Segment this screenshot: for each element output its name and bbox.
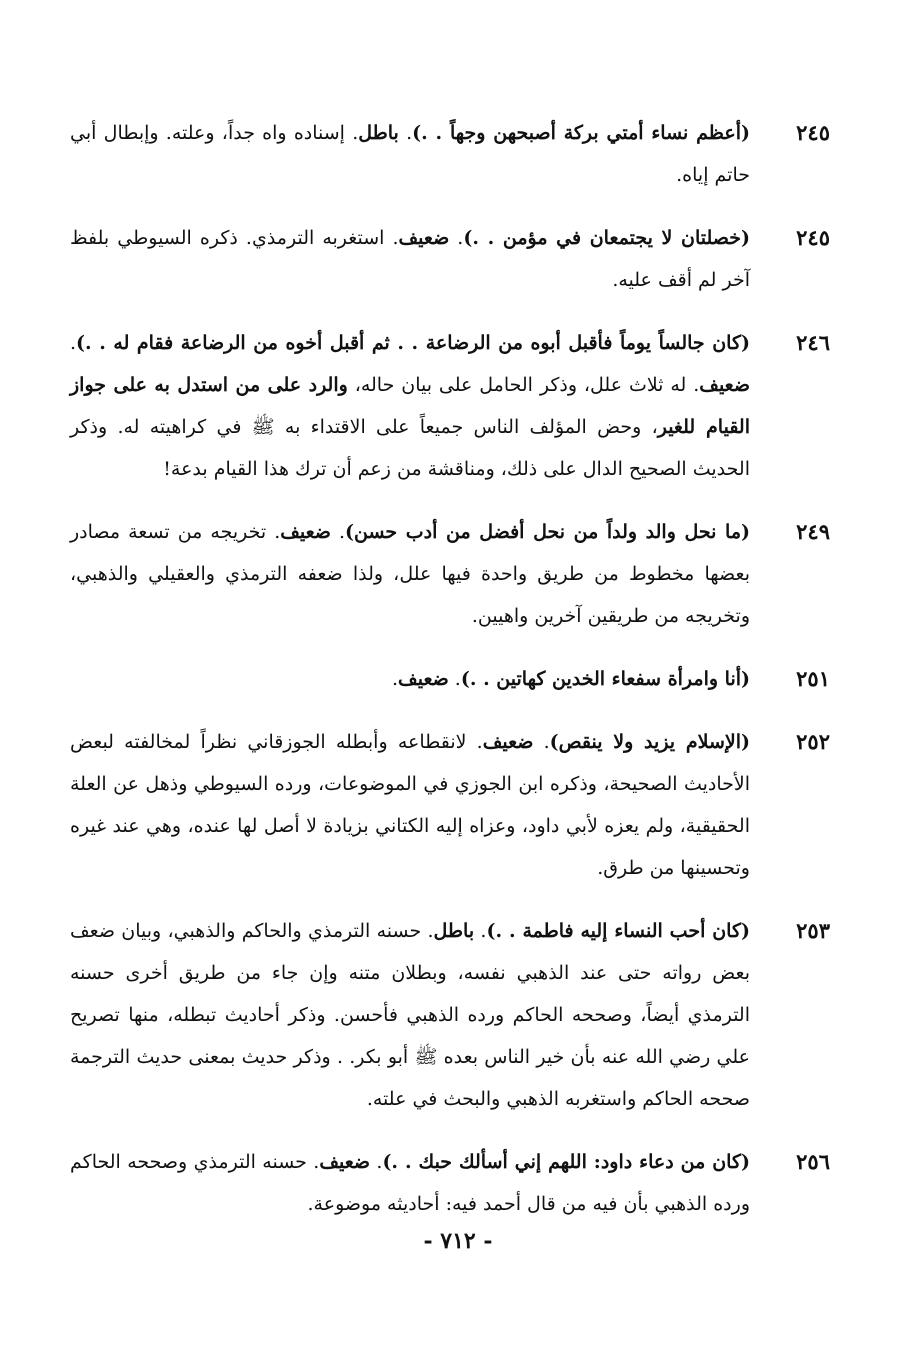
entry-text-bold: ضعيف (699, 374, 750, 396)
entry-text-plain: . (448, 668, 461, 690)
entry-text-plain: . (533, 731, 550, 753)
entry-text-plain: . (449, 227, 464, 249)
entry-text (70, 910, 750, 1120)
entry-text-bold: ضعيف (482, 731, 534, 753)
entry-text-bold: (أنا وامرأة سفعاء الخدين كهاتين . .) (460, 668, 750, 690)
entry-text-plain: . حسنه الترمذي وصححه الحاكم ورده الذهبي بأن فيه من قال أحمد فيه: أحاديثه موضوعة. (70, 1151, 750, 1215)
entry-text-plain: ، وحض المؤلف الناس جميعاً على الاقتداء به ﷺ في كراهيته له. وذكر الحديث الصحيح الدال على ذلك، ومناقشة من زعم أن ترك هذا القيام بدعة! (70, 416, 750, 480)
entry-number: ٢٤٩ (796, 519, 830, 544)
entry (70, 511, 830, 637)
page-number: - ٧١٢ - (423, 1228, 493, 1254)
entry-text-bold: (كان من دعاء داود: اللهم إني أسألك حبك . .) (382, 1151, 750, 1173)
page-body (70, 112, 830, 1246)
entry-text (70, 511, 750, 637)
entry-text-bold: ضعيف (319, 1151, 371, 1173)
entry-text-bold: باطل (433, 920, 475, 942)
entry-text-plain: . (370, 1151, 383, 1173)
entry-text (70, 1141, 750, 1225)
entry-number: ٢٥٦ (796, 1149, 830, 1174)
entry (70, 322, 830, 490)
entry-text-plain: . إسناده واه جداً، وعلته. وإبطال أبي حاتم إياه. (70, 122, 750, 186)
entry-number: ٢٤٥ (796, 120, 830, 145)
entry-text-bold: (كان أحب النساء إليه فاطمة . .) (486, 920, 750, 942)
entry-text-bold: (خصلتان لا يجتمعان في مؤمن . .) (463, 227, 750, 249)
entry-number: ٢٥٣ (796, 918, 830, 943)
entry-text-plain: . له ثلاث علل، وذكر الحامل على بيان حاله، (347, 374, 700, 396)
entry-text (70, 721, 750, 889)
entry-text-plain: . استغربه الترمذي. ذكره السيوطي بلفظ آخر لم أقف عليه. (70, 227, 750, 291)
entry-text-bold: (الإسلام يزيد ولا ينقص) (549, 731, 750, 753)
entry-text-bold: ضعيف (398, 668, 449, 690)
entry (70, 910, 830, 1120)
entry-text-bold: (كان جالساً يوماً فأقبل أبوه من الرضاعة . . ثم أقبل أخوه من الرضاعة فقام له . .) (76, 332, 750, 354)
entry-text-plain: . (70, 332, 77, 354)
entry-number: ٢٤٥ (796, 225, 830, 250)
entry-text-plain: . حسنه الترمذي والحاكم والذهبي، وبيان ضعف بعض رواته حتى عند الذهبي نفسه، وبطلان متنه وإن جاء من طريق أخرى حسنه الترمذي أيضاً، وصححه الحاكم ورده الذهبي فأحسن. وذكر أحاديث تبطله، منها تصريح علي رضي الله عنه بأن خير الناس بعده ﷺ أبو بكر. . وذكر حديث بمعنى حديث الترجمة صححه الحاكم واستغربه الذهبي والبحث في علته. (70, 920, 750, 1110)
entry (70, 658, 830, 700)
entry-number: ٢٥١ (796, 666, 830, 691)
entry (70, 112, 830, 196)
entry (70, 721, 830, 889)
entry-text-bold: ضعيف (398, 227, 450, 249)
entry-text-plain: . (474, 920, 487, 942)
entries-list (70, 112, 830, 1225)
entry-text-bold: والرد على من استدل به على جواز القيام للغير (70, 374, 750, 438)
entry-text (70, 322, 750, 490)
entry-text-bold: (أعظم نساء أمتي بركة أصبحهن وجهاً . .) (412, 122, 750, 144)
entry-text-plain: . (330, 521, 346, 543)
entry (70, 217, 830, 301)
entry-text-plain: . (392, 668, 399, 690)
entry-text (70, 658, 750, 700)
entry-text-plain: . تخريجه من تسعة مصادر بعضها مخطوط من طريق واحدة فيها علل، ولذا ضعفه الترمذي والعقيلي والذهبي، وتخريجه من طريقين آخرين واهيين. (70, 521, 750, 627)
entry-text-plain: . (398, 122, 413, 144)
entry-text (70, 112, 750, 196)
entry-text-plain: . لانقطاعه وأبطله الجوزقاني نظراً لمخالفته لبعض الأحاديث الصحيحة، وذكره ابن الجوزي في الموضوعات، ورده السيوطي وذهل عن العلة الحقيقية، ولم يعزه لأبي داود، وعزاه إليه الكتاني بزيادة لا أصل لها عنده، وهي عند غيره وتحسينها من طرق. (70, 731, 750, 879)
entry-number: ٢٥٢ (796, 729, 830, 754)
entry-text (70, 217, 750, 301)
entry-number: ٢٤٦ (796, 330, 830, 355)
entry (70, 1141, 830, 1225)
entry-text-bold: (ما نحل والد ولداً من نحل أفضل من أدب حسن) (345, 521, 750, 543)
entry-text-bold: باطل (358, 122, 399, 144)
entry-text-bold: ضعيف (280, 521, 331, 543)
